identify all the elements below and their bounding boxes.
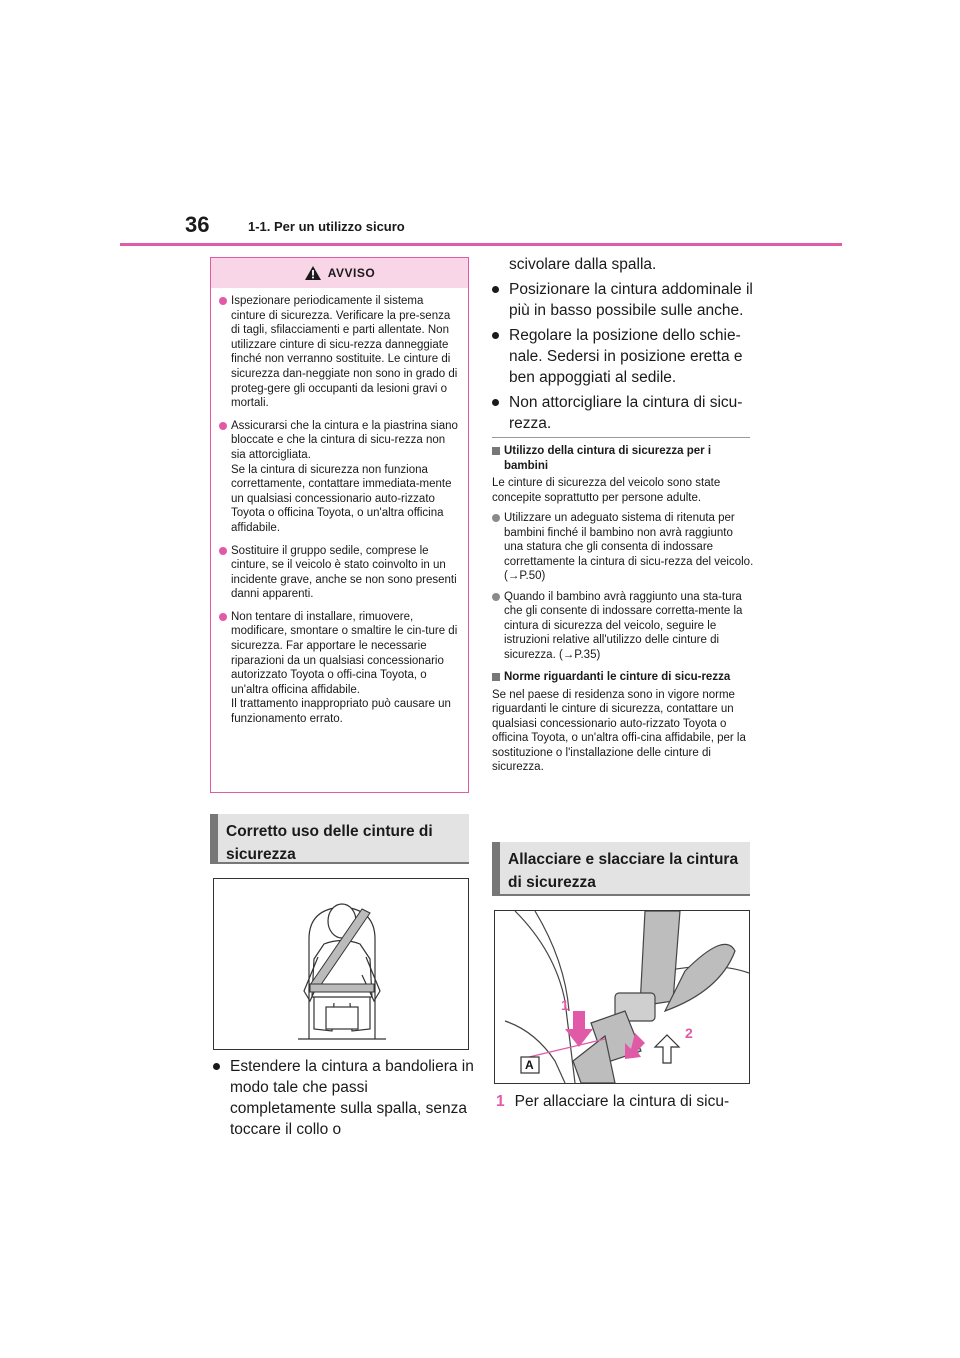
list-item	[492, 590, 754, 663]
bullet-icon	[219, 297, 227, 305]
warning-item-text: Se la cintura di sicurezza non funziona correttamente, contattare immediata-mente un qualsiasi concessionario auto-rizzato Toyota o officina Toyota, o un'altra officina affidabile.	[231, 463, 452, 534]
warning-item-text: Sostituire il gruppo sedile, comprese le cinture, se il veicolo è stato coinvolto in un incidente grave, anche se non sono presenti danni apparenti.	[231, 544, 457, 601]
list-item-continuation	[492, 254, 754, 275]
step-line	[496, 1091, 758, 1112]
warning-item	[219, 419, 458, 536]
seated-person-illustration	[214, 879, 468, 1049]
list-item	[492, 279, 754, 321]
bullet-list-left	[213, 1056, 475, 1144]
warning-item-text: Assicurarsi che la cintura e la piastrina siano bloccate e che la cintura di sicu-rezza non sia attorcigliata.	[231, 419, 458, 461]
list-item	[492, 392, 754, 434]
bullet-icon	[492, 332, 499, 339]
list-item-text: Utilizzare un adeguato sistema di ritenuta per bambini finché il bambino non avrà raggiunto una statura che gli consenta di indossare correttamente la cintura di sicu-rezza del veicolo. (→P.50)	[504, 512, 754, 582]
square-bullet-icon	[492, 447, 500, 455]
warning-triangle-icon	[304, 265, 322, 281]
list-item	[213, 1056, 475, 1140]
warning-item-text: Il trattamento inappropriato può causare un funzionamento errato.	[231, 698, 451, 726]
section-heading-correct-use: Corretto uso delle cinture di sicurezza	[210, 814, 469, 864]
paragraph: Le cinture di sicurezza del veicolo sono state concepite soprattutto per persone adulte.	[492, 477, 721, 504]
bullet-icon	[219, 547, 227, 555]
bullet-list-right	[492, 254, 754, 438]
subheading-text: Utilizzo della cintura di sicurezza per i bambini	[504, 445, 712, 472]
page-number: 36	[185, 212, 210, 237]
bullet-icon	[492, 286, 499, 293]
subheading-text: Norme riguardanti le cinture di sicu-rezza	[504, 671, 731, 683]
warning-item	[219, 544, 458, 602]
figure-label-1: 1	[561, 997, 569, 1013]
bullet-icon	[492, 399, 499, 406]
warning-box	[210, 257, 469, 793]
list-item-text: Posizionare la cintura addominale il più in basso possibile sulle anche.	[509, 281, 753, 319]
bullet-icon	[219, 613, 227, 621]
step-text: Per allacciare la cintura di sicu-	[514, 1093, 730, 1110]
warning-header	[211, 258, 468, 288]
list-item-text: Non attorcigliare la cintura di sicu-rezza.	[509, 394, 743, 432]
section-title: 1-1. Per un utilizzo sicuro	[248, 219, 405, 234]
list-item-text: Estendere la cintura a bandoliera in modo tale che passi completamente sulla spalla, senza toccare il collo o	[230, 1058, 474, 1138]
list-item-text: Quando il bambino avrà raggiunto una sta-tura che gli consente di indossare corretta-mente la cintura di sicurezza del veicolo, seguire le istruzioni relative all'utilizzo delle cinture di sicurezza. (→P.35)	[504, 590, 743, 661]
buckle-figure	[494, 910, 750, 1084]
list-item-text: Regolare la posizione dello schie-nale. Sedersi in posizione eretta e ben appoggiati al sedile.	[509, 327, 743, 386]
subheading-children	[492, 444, 754, 473]
section-heading-fasten: Allacciare e slacciare la cintura di sicurezza	[492, 842, 750, 896]
warning-item-text: Non tentare di installare, rimuovere, modificare, smontare o smaltire le cin-ture di sicurezza. Far apportare le necessarie riparazioni da un qualsiasi concessionario autorizzato Toyota o offi-cina Toyota, o un'altra officina affidabile.	[231, 610, 458, 696]
bullet-icon	[492, 593, 500, 601]
bullet-icon	[492, 514, 500, 522]
figure-label-a: A	[525, 1058, 534, 1072]
info-section	[492, 444, 754, 775]
list-item-text: scivolare dalla spalla.	[509, 256, 657, 273]
warning-title: AVVISO	[327, 266, 376, 280]
seatbelt-posture-figure	[213, 878, 469, 1050]
warning-item	[219, 294, 458, 411]
list-item	[492, 511, 754, 584]
list-item	[492, 325, 754, 388]
subheading-norms	[492, 670, 754, 685]
divider	[492, 437, 750, 438]
warning-item	[219, 610, 458, 727]
header-rule	[120, 243, 842, 246]
paragraph: Se nel paese di residenza sono in vigore norme riguardanti le cinture di sicurezza, contattare un qualsiasi concessionario auto-rizzato Toyota o officina Toyota, o un'altra offi-cina affidabile, per la sostituzione o l'installazione delle cinture di sicurezza.	[492, 688, 746, 773]
figure-label-2: 2	[685, 1025, 693, 1041]
square-bullet-icon	[492, 673, 500, 681]
bullet-icon	[213, 1063, 220, 1070]
bullet-icon	[219, 422, 227, 430]
warning-item-text: Ispezionare periodicamente il sistema cinture di sicurezza. Verificare la pre-senza di tagli, sfilacciamenti e parti allentate. Non utilizzare cinture di sicu-rezza danneggiate finché non verranno sostituite. Le cinture di sicurezza dan-neggiate non sono in grado di proteg-gere gli occupanti da lesioni gravi o mortali.	[231, 295, 458, 410]
step-number: 1	[496, 1093, 505, 1110]
